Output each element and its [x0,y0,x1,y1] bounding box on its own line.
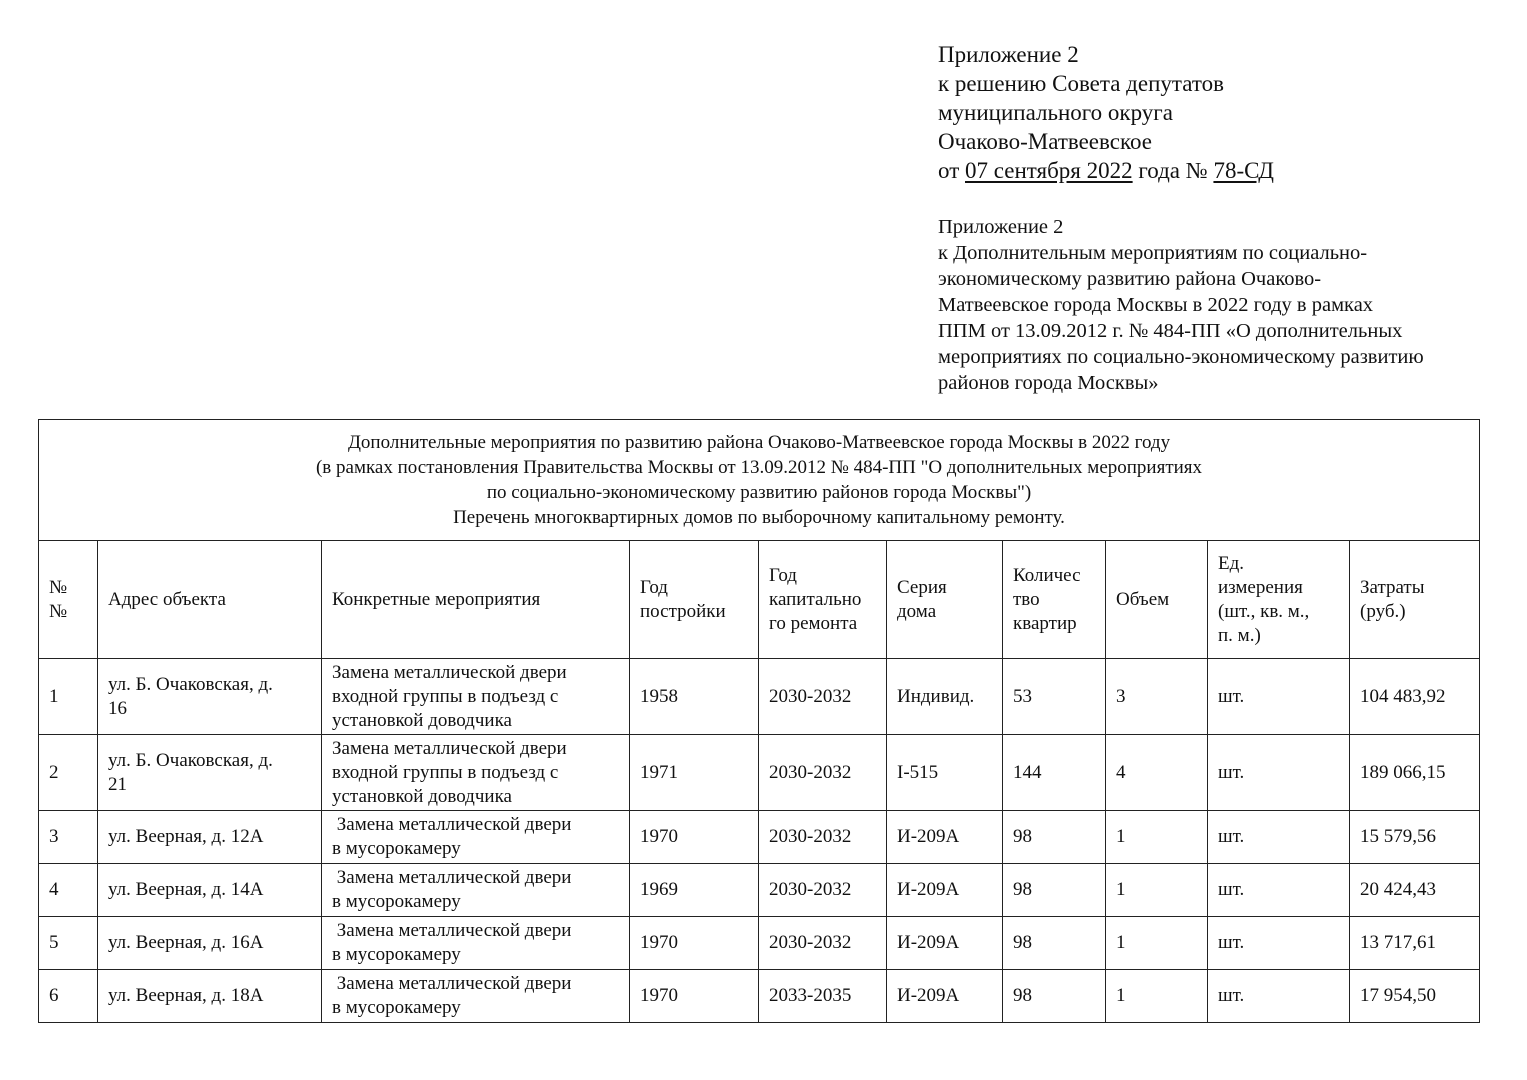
cell-series: И-209А [887,917,1003,970]
cell-flats: 98 [1003,917,1106,970]
cell-cost: 104 483,92 [1350,659,1480,735]
cell-cost: 189 066,15 [1350,735,1480,811]
date-prefix: от [938,158,965,183]
date-mid: года № [1132,158,1214,183]
appendix-decision-line: к решению Совета депутатов [938,71,1224,96]
table-header-row [39,541,1480,659]
cell-repair: 2030-2032 [759,659,887,735]
cell-work: Замена металлической двери входной группы в подъезд с установкой доводчика [322,659,630,735]
cell-work: Замена металлической двери в мусорокамеру [322,811,630,864]
caption-line: Перечень многоквартирных домов по выборочному капитальному ремонту. [453,507,1065,528]
appendix-measures-line: ППМ от 13.09.2012 г. № 484-ПП «О дополнительных [938,320,1403,342]
cell-flats: 98 [1003,811,1106,864]
cell-cost: 20 424,43 [1350,864,1480,917]
cell-address: ул. Б. Очаковская, д. 21 [98,735,322,811]
table-caption [39,420,1480,541]
appendix-decision-line: Очаково-Матвеевское [938,129,1152,154]
cell-built: 1970 [630,917,759,970]
cell-volume: 1 [1106,917,1208,970]
cell-address: ул. Веерная, д. 12А [98,811,322,864]
cell-unit: шт. [1208,735,1350,811]
cell-unit: шт. [1208,970,1350,1023]
cell-unit: шт. [1208,811,1350,864]
cell-built: 1970 [630,970,759,1023]
cell-repair: 2030-2032 [759,917,887,970]
cell-cost: 13 717,61 [1350,917,1480,970]
cell-address: ул. Б. Очаковская, д. 16 [98,659,322,735]
table-row [39,735,1480,811]
cell-repair: 2030-2032 [759,735,887,811]
cell-series: И-209А [887,864,1003,917]
cell-repair: 2030-2032 [759,811,887,864]
header-volume: Объем [1106,541,1208,659]
cell-series: Индивид. [887,659,1003,735]
header-built: Год постройки [630,541,759,659]
cell-series: I-515 [887,735,1003,811]
cell-series: И-209А [887,811,1003,864]
cell-work: Замена металлической двери входной группы в подъезд с установкой доводчика [322,735,630,811]
cell-built: 1969 [630,864,759,917]
cell-volume: 3 [1106,659,1208,735]
appendix-decision-line: муниципального округа [938,100,1173,125]
cell-work: Замена металлической двери в мусорокамеру [322,970,630,1023]
cell-repair: 2030-2032 [759,864,887,917]
cell-built: 1970 [630,811,759,864]
cell-address: ул. Веерная, д. 14А [98,864,322,917]
cell-num: 4 [39,864,98,917]
appendix-measures-line: районов города Москвы» [938,372,1159,394]
cell-repair: 2033-2035 [759,970,887,1023]
cell-unit: шт. [1208,917,1350,970]
cell-num: 1 [39,659,98,735]
cell-work: Замена металлической двери в мусорокамеру [322,864,630,917]
cell-cost: 17 954,50 [1350,970,1480,1023]
cell-unit: шт. [1208,864,1350,917]
cell-address: ул. Веерная, д. 16А [98,917,322,970]
cell-num: 3 [39,811,98,864]
cell-flats: 144 [1003,735,1106,811]
appendix-decision-title: Приложение 2 [938,42,1079,67]
appendix-decision-date-line [938,156,1498,185]
appendix-decision-block [938,40,1498,185]
cell-flats: 98 [1003,970,1106,1023]
cell-built: 1971 [630,735,759,811]
caption-line: Дополнительные мероприятия по развитию района Очаково-Матвеевское города Москвы в 2022 году [347,432,1171,453]
cell-volume: 4 [1106,735,1208,811]
header-series: Серия дома [887,541,1003,659]
table-row [39,659,1480,735]
cell-flats: 53 [1003,659,1106,735]
decision-number: 78-СД [1213,158,1274,183]
header-flats: Количес тво квартир [1003,541,1106,659]
header-cost: Затраты (руб.) [1350,541,1480,659]
table-row [39,811,1480,864]
cell-cost: 15 579,56 [1350,811,1480,864]
cell-num: 2 [39,735,98,811]
header-unit: Ед. измерения (шт., кв. м., п. м.) [1208,541,1350,659]
cell-work: Замена металлической двери в мусорокамеру [322,917,630,970]
cell-volume: 1 [1106,811,1208,864]
cell-built: 1958 [630,659,759,735]
cell-volume: 1 [1106,864,1208,917]
header-work: Конкретные мероприятия [322,541,630,659]
cell-num: 5 [39,917,98,970]
table-row [39,970,1480,1023]
appendix-measures-line: к Дополнительным мероприятиям по социально- [938,242,1368,264]
repair-table [38,419,1480,1023]
appendix-measures-line: экономическому развитию района Очаково- [938,268,1322,290]
cell-series: И-209А [887,970,1003,1023]
caption-line: по социально-экономическому развитию районов города Москвы") [486,482,1032,503]
table-row [39,917,1480,970]
cell-volume: 1 [1106,970,1208,1023]
header-num: № № [39,541,98,659]
appendix-measures-line: мероприятиях по социально-экономическому развитию [938,346,1424,368]
cell-address: ул. Веерная, д. 18А [98,970,322,1023]
appendix-measures-block [938,214,1498,396]
caption-line: (в рамках постановления Правительства Москвы от 13.09.2012 № 484-ПП "О дополнительных мероприятиях [315,457,1203,478]
header-address: Адрес объекта [98,541,322,659]
cell-unit: шт. [1208,659,1350,735]
decision-date: 07 сентября 2022 [965,158,1133,183]
appendix-measures-title: Приложение 2 [938,216,1064,238]
cell-num: 6 [39,970,98,1023]
header-repair: Год капитально го ремонта [759,541,887,659]
appendix-measures-line: Матвеевское города Москвы в 2022 году в рамках [938,294,1374,316]
cell-flats: 98 [1003,864,1106,917]
table-row [39,864,1480,917]
